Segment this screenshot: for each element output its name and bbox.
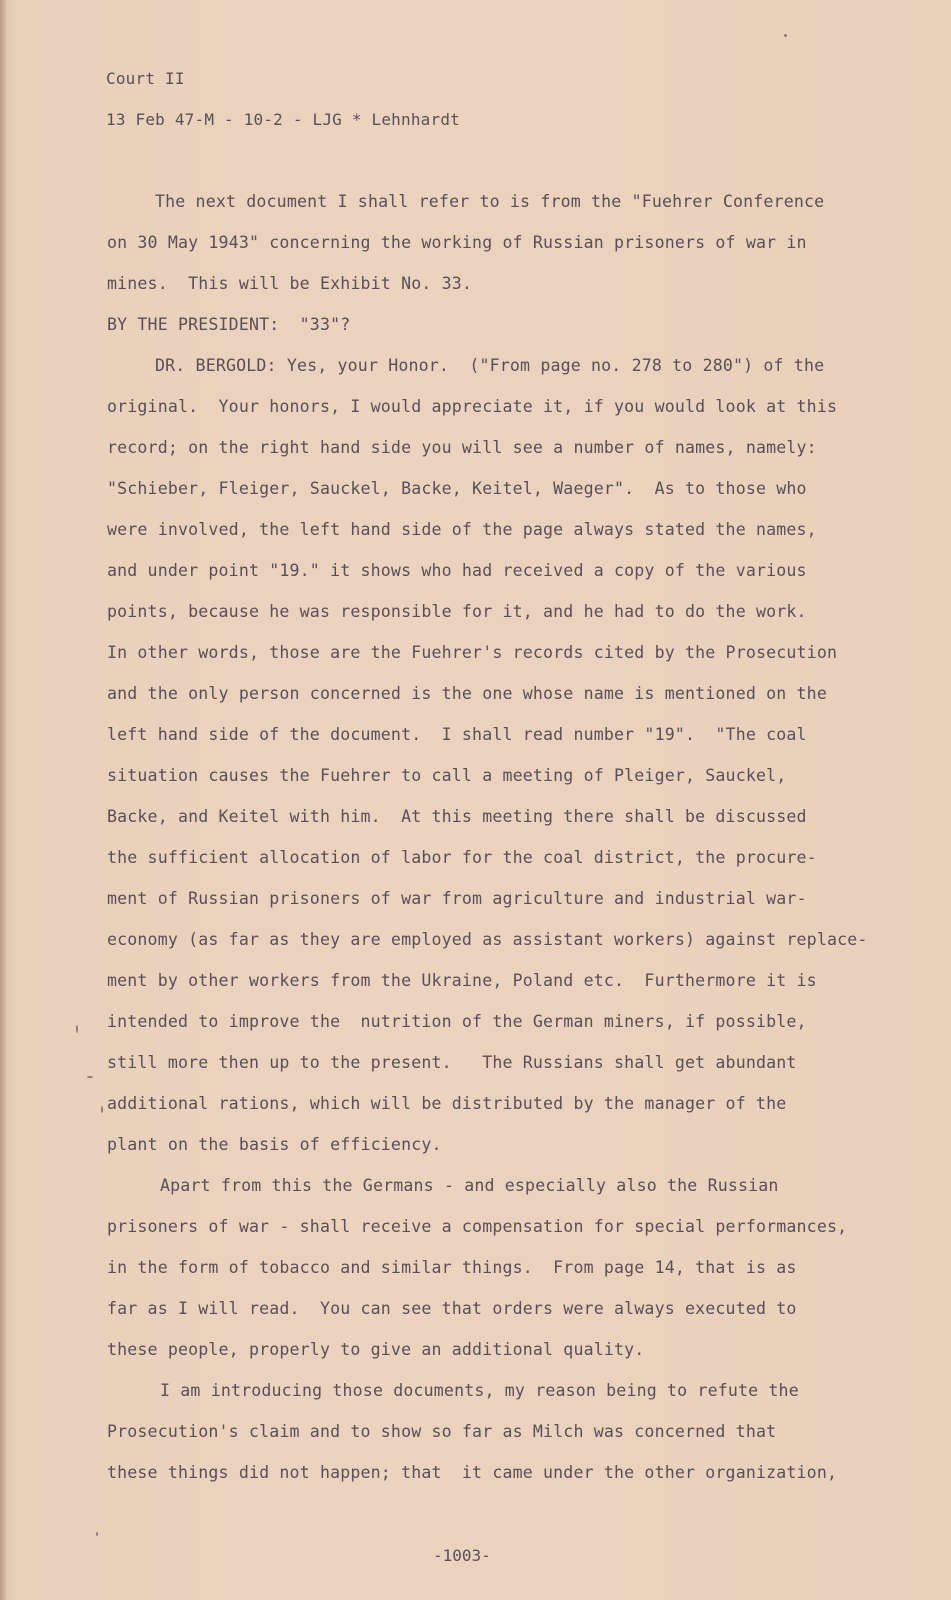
session-header: 13 Feb 47-M - 10-2 - LJG * Lehnhardt [106,110,460,129]
transcript-line: Backe, and Keitel with him. At this meeting there shall be discussed [107,807,807,826]
transcript-line: mines. This will be Exhibit No. 33. [107,274,473,293]
transcript-line: "Schieber, Fleiger, Sauckel, Backe, Keitel, Waeger". As to those who [107,479,807,498]
transcript-line: points, because he was responsible for it, and he had to do the work. [107,602,807,621]
transcript-line: far as I will read. You can see that orders were always executed to [107,1299,797,1318]
transcript-line: record; on the right hand side you will see a number of names, namely: [107,438,817,457]
transcript-line: prisoners of war - shall receive a compensation for special performances, [107,1217,848,1236]
transcript-line: In other words, those are the Fuehrer's records cited by the Prosecution [107,643,838,662]
transcript-line: additional rations, which will be distributed by the manager of the [107,1094,787,1113]
speaker-line-bergold: DR. BERGOLD: Yes, your Honor. ("From page no. 278 to 280") of the [155,356,825,375]
paper-speck [76,1025,78,1033]
transcript-line: economy (as far as they are employed as assistant workers) against replace- [107,930,868,949]
transcript-line: on 30 May 1943" concerning the working of Russian prisoners of war in [107,233,807,252]
transcript-line: intended to improve the nutrition of the German miners, if possible, [107,1012,807,1031]
transcript-line: were involved, the left hand side of the page always stated the names, [107,520,817,539]
transcript-line: ment by other workers from the Ukraine, Poland etc. Furthermore it is [107,971,817,990]
transcript-line: original. Your honors, I would appreciate it, if you would look at this [107,397,838,416]
page-number: -1003- [433,1546,491,1565]
transcript-line: the sufficient allocation of labor for the coal district, the procure- [107,848,817,867]
court-header: Court II [106,69,185,88]
transcript-line: The next document I shall refer to is from the "Fuehrer Conference [155,192,825,211]
paper-speck [784,34,787,37]
transcript-line: Apart from this the Germans - and especially also the Russian [160,1176,779,1195]
page-edge-shadow [0,0,6,1600]
transcript-line: still more then up to the present. The Russians shall get abundant [107,1053,797,1072]
paper-speck [101,1106,103,1113]
transcript-line: in the form of tobacco and similar things. From page 14, that is as [107,1258,797,1277]
transcript-line: situation causes the Fuehrer to call a meeting of Pleiger, Sauckel, [107,766,787,785]
transcript-line: Prosecution's claim and to show so far as Milch was concerned that [107,1422,777,1441]
transcript-line: and under point "19." it shows who had received a copy of the various [107,561,807,580]
paper-speck [87,1076,93,1078]
transcript-line: left hand side of the document. I shall read number "19". "The coal [107,725,807,744]
transcript-line: I am introducing those documents, my reason being to refute the [160,1381,799,1400]
transcript-line: plant on the basis of efficiency. [107,1135,442,1154]
transcript-line: these things did not happen; that it came under the other organization, [107,1463,838,1482]
transcript-line: and the only person concerned is the one whose name is mentioned on the [107,684,827,703]
transcript-line: ment of Russian prisoners of war from agriculture and industrial war- [107,889,807,908]
transcript-line: these people, properly to give an additional quality. [107,1340,645,1359]
speaker-line-president: BY THE PRESIDENT: "33"? [107,315,351,334]
paper-speck [96,1532,98,1536]
